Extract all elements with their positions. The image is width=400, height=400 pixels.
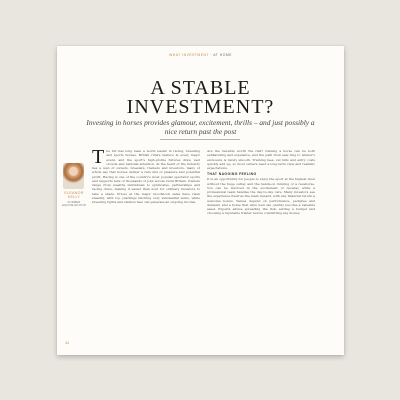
page-number: 44 (65, 341, 69, 345)
body-paragraph (92, 149, 200, 204)
article-standfirst: Investing in horses provides glamour, excitement, thrills – and just possibly a nice return past the post (86, 118, 315, 136)
body-paragraph: Are the rewards worth the risk? Owning a horse can be both exhilarating and expensive, and the path from sale ring to winner's enclosure is rarely smooth. Training fees, vet bills and entry costs quickly add up, so most owners need a long-term view and realistic expectations. (207, 149, 315, 170)
drop-cap: T (92, 149, 105, 168)
body-paragraph: It is an opportunity for people to enjoy the sport at the highest level without the huge outlay and the hands-on running of a racehorse. You can be involved in the excitement of raceday while a professional team handles the day-to-day care. Many investors see the experience itself as the main reward, with any financial return a welcome bonus. Values depend on performance, pedigree and demand, and a horse that wins well can quickly become a valuable asset. Experts advise spreading the risk, setting a budget and choosing a reputable trainer before committing any money. (207, 177, 315, 216)
title-line-2: INVESTMENT? (126, 96, 275, 118)
section-name: AT HOME (213, 53, 232, 57)
article-title (57, 79, 344, 117)
author-name-line-1: ELEANOR (64, 191, 84, 195)
author-role-line-1: FORMER (67, 201, 81, 204)
body-column-2 (207, 149, 315, 333)
body-text: he UK has long been a world leader in racing, breeding and sports horses. British riders feature in every major event, and the sport's high-profile fixtures draw vast crowds and national attention. At the heart of the industry lies a web of owners, breeders, trainers and investors, many of whom say that horses deliver a rare mix of pleasure and potential profit. Racing is one of the country's most popular spectator sports and supports tens of thousands of jobs across rural Britain. Owners range from wealthy individuals to syndicates, partnerships and racing clubs, making it easier than ever for ordinary investors to take a share. Prices at the major bloodstock sales have risen steadily, with top yearlings fetching very substantial sums, while breeding rights and stallion fees can generate an ongoing income. (92, 149, 200, 204)
title-line-1: A STABLE (150, 77, 251, 99)
author-name (60, 191, 88, 200)
author-name-line-2: KELLY (67, 195, 81, 200)
author-role-line-2: EQUINE EDITOR (62, 204, 86, 208)
running-header (57, 53, 344, 57)
divider (160, 139, 240, 140)
publication-name: WHAT INVESTMENT (169, 53, 209, 57)
header-separator: · (208, 53, 214, 57)
magazine-page (57, 46, 344, 355)
author-photo (63, 163, 84, 189)
body-column-1 (92, 149, 200, 333)
section-subhead: THAT NAGGING FEELING (207, 172, 257, 177)
author-role (59, 201, 89, 208)
